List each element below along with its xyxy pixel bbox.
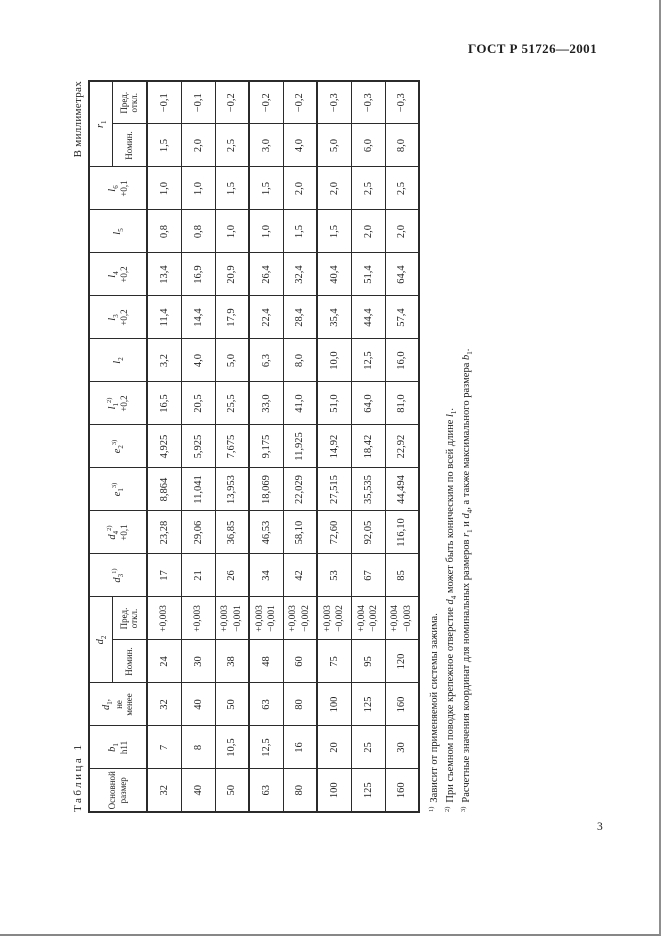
cell: 44,494 <box>385 468 419 511</box>
cell: 23,28 <box>147 511 181 554</box>
cell: 1,0 <box>249 210 283 253</box>
col-header-d2-deviation: Пред. откл. <box>112 597 147 640</box>
cell: 1,5 <box>147 124 181 167</box>
cell: 40,4 <box>317 253 351 296</box>
table-row <box>249 81 283 812</box>
cell: +0,004 −0,003 <box>385 597 419 640</box>
table-row <box>215 81 249 812</box>
col-header-r1-nominal: Номин. <box>112 124 147 167</box>
cell: 2,0 <box>317 167 351 210</box>
cell: 100 <box>317 769 351 812</box>
cell: +0,004 −0,002 <box>351 597 385 640</box>
cell: +0,003 <box>181 597 215 640</box>
cell: 57,4 <box>385 296 419 339</box>
cell: 16 <box>283 726 317 769</box>
cell: 8,0 <box>385 124 419 167</box>
cell: 2,0 <box>181 124 215 167</box>
cell: 44,4 <box>351 296 385 339</box>
cell: 160 <box>385 769 419 812</box>
footnote-3: $^{3)}$Расчетные значения координат для номинальных размеров $r_1$ и $d_4$, а также максимального размера $b_1$. <box>459 348 475 812</box>
col-header-b1: $b_1$ h11 <box>89 726 147 769</box>
cell: 81,0 <box>385 382 419 425</box>
table-row <box>147 81 181 812</box>
cell: 125 <box>351 683 385 726</box>
table-row <box>283 81 317 812</box>
cell: 10,0 <box>317 339 351 382</box>
cell: +0,003 <box>147 597 181 640</box>
col-group-r1: $r_1$ <box>89 81 112 167</box>
table-row <box>385 81 419 812</box>
units-note: В миллиметрах <box>72 81 84 158</box>
cell: 25 <box>351 726 385 769</box>
cell: +0,003 −0,001 <box>215 597 249 640</box>
cell: 22,92 <box>385 425 419 468</box>
col-header-l1: $l_1^{2)}$ +0,2 <box>89 382 147 425</box>
cell: 27,515 <box>317 468 351 511</box>
cell: 20,5 <box>181 382 215 425</box>
cell: 25,5 <box>215 382 249 425</box>
cell: 92,05 <box>351 511 385 554</box>
cell: 13,953 <box>215 468 249 511</box>
cell: 53 <box>317 554 351 597</box>
cell: 64,4 <box>385 253 419 296</box>
cell: −0,3 <box>351 81 385 124</box>
cell: 80 <box>283 769 317 812</box>
cell: 8,0 <box>283 339 317 382</box>
cell: 1,0 <box>215 210 249 253</box>
cell: 26,4 <box>249 253 283 296</box>
cell: 16,5 <box>147 382 181 425</box>
cell: 36,85 <box>215 511 249 554</box>
col-header-l6: $l_6$ +0,1 <box>89 167 147 210</box>
cell: 40 <box>181 683 215 726</box>
cell: 6,0 <box>351 124 385 167</box>
cell: 1,5 <box>317 210 351 253</box>
cell: 125 <box>351 769 385 812</box>
cell: 116,10 <box>385 511 419 554</box>
cell: 18,069 <box>249 468 283 511</box>
cell: 17,9 <box>215 296 249 339</box>
cell: −0,1 <box>181 81 215 124</box>
cell: +0,003 −0,002 <box>317 597 351 640</box>
cell: 51,0 <box>317 382 351 425</box>
doc-code: ГОСТ Р 51726—2001 <box>467 41 597 56</box>
col-header-l3: $l_3$ +0,2 <box>89 296 147 339</box>
cell: 46,53 <box>249 511 283 554</box>
col-header-l4: $l_4$ +0,2 <box>89 253 147 296</box>
col-header-l5: $l_5$ <box>89 210 147 253</box>
cell: 3,2 <box>147 339 181 382</box>
cell: 48 <box>249 640 283 683</box>
cell: 10,5 <box>215 726 249 769</box>
cell: 95 <box>351 640 385 683</box>
cell: −0,2 <box>215 81 249 124</box>
cell: 24 <box>147 640 181 683</box>
col-header-d4: $d_4^{2)}$ +0,1 <box>89 511 147 554</box>
cell: 85 <box>385 554 419 597</box>
cell: 17 <box>147 554 181 597</box>
table-row <box>351 81 385 812</box>
table-caption: Таблица 1 <box>72 742 84 812</box>
table-row <box>317 81 351 812</box>
cell: 120 <box>385 640 419 683</box>
cell: 63 <box>249 769 283 812</box>
cell: 20,9 <box>215 253 249 296</box>
cell: 2,5 <box>351 167 385 210</box>
col-header-e2: $e_2^{3)}$ <box>89 425 147 468</box>
cell: 22,4 <box>249 296 283 339</box>
main-table <box>88 80 420 813</box>
table-body <box>147 81 419 812</box>
cell: 5,925 <box>181 425 215 468</box>
cell: 1,5 <box>215 167 249 210</box>
cell: 2,5 <box>385 167 419 210</box>
cell: 0,8 <box>181 210 215 253</box>
cell: 7,675 <box>215 425 249 468</box>
table-row <box>181 81 215 812</box>
cell: 2,0 <box>351 210 385 253</box>
cell: 5,0 <box>215 339 249 382</box>
cell: 64,0 <box>351 382 385 425</box>
table-head <box>89 81 147 812</box>
col-group-d2: $d_2$ <box>89 597 112 683</box>
cell: 11,4 <box>147 296 181 339</box>
col-header-d3: $d_3^{1)}$ <box>89 554 147 597</box>
cell: 30 <box>385 726 419 769</box>
cell: 22,029 <box>283 468 317 511</box>
cell: 67 <box>351 554 385 597</box>
cell: 12,5 <box>351 339 385 382</box>
cell: 160 <box>385 683 419 726</box>
cell: 32,4 <box>283 253 317 296</box>
cell: 58,10 <box>283 511 317 554</box>
footnotes <box>427 78 475 812</box>
cell: 100 <box>317 683 351 726</box>
cell: 14,4 <box>181 296 215 339</box>
cell: 11,925 <box>283 425 317 468</box>
cell: 18,42 <box>351 425 385 468</box>
cell: 35,535 <box>351 468 385 511</box>
cell: 30 <box>181 640 215 683</box>
cell: 29,06 <box>181 511 215 554</box>
col-header-l2: $l_2$ <box>89 339 147 382</box>
cell: 13,4 <box>147 253 181 296</box>
cell: 1,5 <box>283 210 317 253</box>
cell: 38 <box>215 640 249 683</box>
cell: 12,5 <box>249 726 283 769</box>
cell: −0,1 <box>147 81 181 124</box>
col-header-e1: $e_1^{3)}$ <box>89 468 147 511</box>
cell: −0,3 <box>385 81 419 124</box>
cell: 7 <box>147 726 181 769</box>
cell: 41,0 <box>283 382 317 425</box>
footnote-1: $^{1)}$Зависит от применяемой системы зажима. <box>427 613 440 812</box>
cell: 1,5 <box>249 167 283 210</box>
cell: 11,041 <box>181 468 215 511</box>
cell: 26 <box>215 554 249 597</box>
cell: 40 <box>181 769 215 812</box>
page-number: 3 <box>597 821 603 833</box>
cell: 16,0 <box>385 339 419 382</box>
cell: 28,4 <box>283 296 317 339</box>
cell: −0,2 <box>249 81 283 124</box>
cell: 8 <box>181 726 215 769</box>
footnote-2: $^{2)}$При съемном поводке крепежное отверстие $d_4$ может быть коническим по всей длине $l_1$. <box>443 407 459 812</box>
cell: −0,3 <box>317 81 351 124</box>
cell: 20 <box>317 726 351 769</box>
cell: 14,92 <box>317 425 351 468</box>
cell: 2,5 <box>215 124 249 167</box>
cell: 21 <box>181 554 215 597</box>
cell: +0,003 −0,001 <box>249 597 283 640</box>
cell: 6,3 <box>249 339 283 382</box>
rotated-table-block <box>72 78 475 813</box>
cell: 50 <box>215 769 249 812</box>
cell: 72,60 <box>317 511 351 554</box>
cell: 3,0 <box>249 124 283 167</box>
cell: 80 <box>283 683 317 726</box>
cell: 2,0 <box>385 210 419 253</box>
cell: 9,175 <box>249 425 283 468</box>
cell: 4,0 <box>283 124 317 167</box>
cell: 42 <box>283 554 317 597</box>
cell: 1,0 <box>181 167 215 210</box>
cell: 0,8 <box>147 210 181 253</box>
col-header-osnovnoy-razmer: Основной размер <box>89 769 147 812</box>
cell: 2,0 <box>283 167 317 210</box>
cell: 63 <box>249 683 283 726</box>
cell: 50 <box>215 683 249 726</box>
col-header-r1-deviation: Пред. откл. <box>112 81 147 124</box>
cell: 4,925 <box>147 425 181 468</box>
cell: 32 <box>147 683 181 726</box>
cell: −0,2 <box>283 81 317 124</box>
cell: 4,0 <box>181 339 215 382</box>
col-header-d2-nominal: Номин. <box>112 640 147 683</box>
cell: 35,4 <box>317 296 351 339</box>
cell: 5,0 <box>317 124 351 167</box>
cell: 16,9 <box>181 253 215 296</box>
cell: 34 <box>249 554 283 597</box>
cell: 75 <box>317 640 351 683</box>
col-header-d1: $d_1$, не менее <box>89 683 147 726</box>
cell: 1,0 <box>147 167 181 210</box>
table-caption-row <box>72 81 84 812</box>
cell: 32 <box>147 769 181 812</box>
cell: +0,003 −0,002 <box>283 597 317 640</box>
cell: 8,864 <box>147 468 181 511</box>
cell: 60 <box>283 640 317 683</box>
cell: 51,4 <box>351 253 385 296</box>
cell: 33,0 <box>249 382 283 425</box>
